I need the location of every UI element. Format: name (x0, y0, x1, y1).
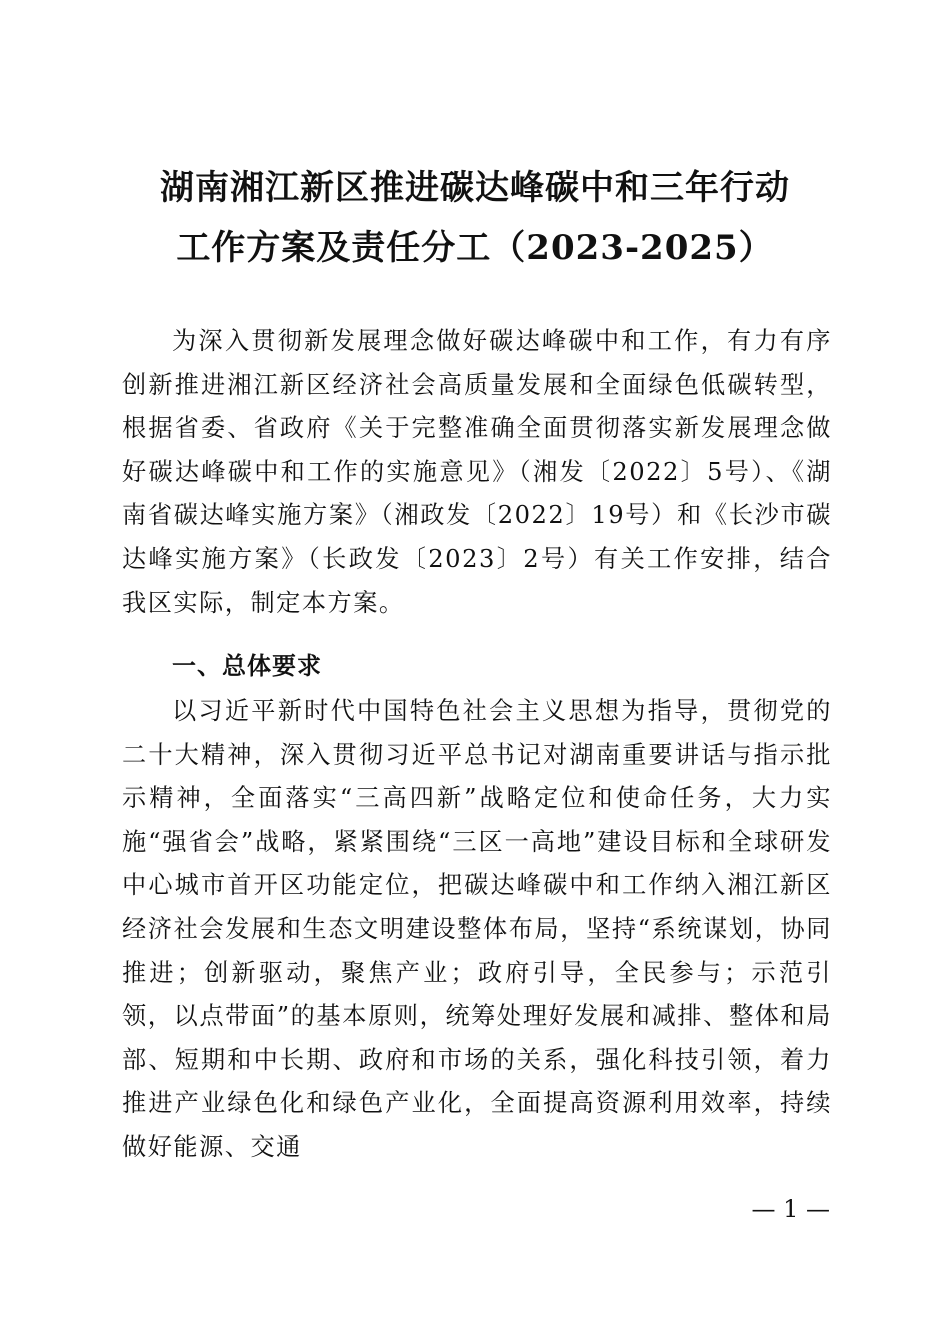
intro-paragraph: 为深入贯彻新发展理念做好碳达峰碳中和工作，有力有序创新推进湘江新区经济社会高质量发展和全面绿色低碳转型，根据省委、省政府《关于完整准确全面贯彻落实新发展理念做好碳达峰碳中和工作的实施意见》（湘发〔2022〕5号）、《湖南省碳达峰实施方案》（湘政发〔2022〕19号）和《长沙市碳达峰实施方案》（长政发〔2023〕2号）有关工作安排，结合我区实际，制定本方案。 (122, 327, 832, 617)
document-title-line-1: 湖南湘江新区推进碳达峰碳中和三年行动 (160, 168, 790, 208)
document-title-line-2: 工作方案及责任分工（2023-2025） (176, 228, 774, 268)
section-1-paragraph: 以习近平新时代中国特色社会主义思想为指导，贯彻党的二十大精神，深入贯彻习近平总书记对湖南重要讲话与指示批示精神，全面落实“三高四新”战略定位和使命任务，大力实施“强省会”战略，紧紧围绕“三区一高地”建设目标和全球研发中心城市首开区功能定位，把碳达峰碳中和工作纳入湘江新区经济社会发展和生态文明建设整体布局，坚持“系统谋划，协同推进；创新驱动，聚焦产业；政府引导，全民参与；示范引领，以点带面”的基本原则，统筹处理好发展和减排、整体和局部、短期和中长期、政府和市场的关系，强化科技引领，着力推进产业绿色化和绿色产业化，全面提高资源利用效率，持续做好能源、交通 (122, 697, 832, 1161)
section-heading-general-requirements: 一、总体要求 (172, 652, 322, 680)
page-number: — 1 — (751, 1195, 830, 1223)
